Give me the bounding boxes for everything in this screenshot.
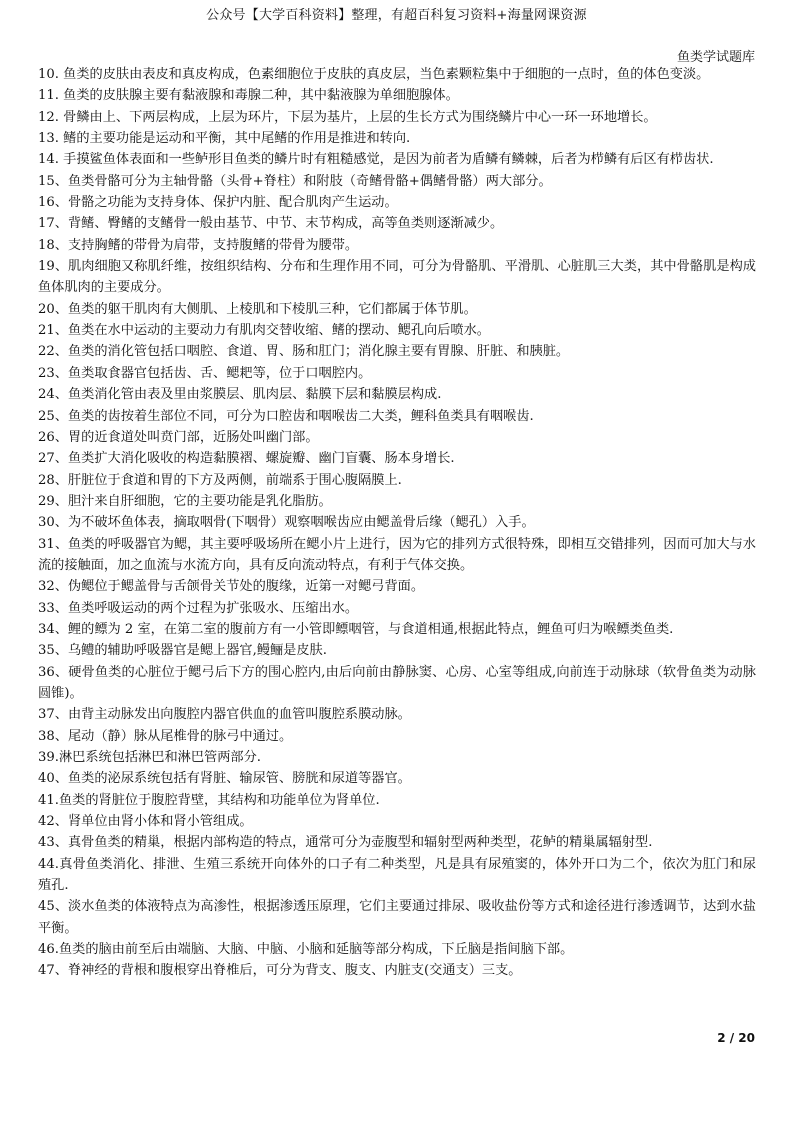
list-item: 37、由背主动脉发出向腹腔内器官供血的血管叫腹腔系膜动脉。 xyxy=(38,707,411,723)
list-item: 24、鱼类消化管由表及里由浆膜层、肌肉层、黏膜下层和黏膜层构成. xyxy=(38,387,442,403)
document-title: 鱼类学试题库 xyxy=(676,50,755,65)
list-item: 26、胃的近食道处叫贲门部，近肠处叫幽门部。 xyxy=(38,429,319,445)
list-item: 14. 手摸鲨鱼体表面和一些鲈形目鱼类的鳞片时有粗糙感觉，是因为前者为盾鳞有鳞棘，后者为栉鳞有后区有栉齿状. xyxy=(38,152,714,168)
list-item: 10. 鱼类的皮肤由表皮和真皮构成，色素细胞位于皮肤的真皮层，当色素颗粒集中于细胞的一点时，鱼的体色变淡。 xyxy=(38,67,710,82)
list-item: 13. 鳍的主要功能是运动和平衡，其中尾鳍的作用是推进和转向. xyxy=(38,131,411,147)
list-item: 47、脊神经的背根和腹根穿出脊椎后，可分为背支、腹支、内脏支(交通支）三支。 xyxy=(38,963,522,979)
list-item: 15、鱼类骨骼可分为主轴骨骼（头骨+脊柱）和附肢（奇鳍骨骼+偶鳍骨骼）两大部分。 xyxy=(38,173,552,189)
list-item: 41.鱼类的肾脏位于腹腔背壁，其结构和功能单位为肾单位. xyxy=(38,792,380,808)
list-item: 30、为不破坏鱼体表，摘取咽骨(下咽骨）观察咽喉齿应由鳃盖骨后缘（鳃孔）入手。 xyxy=(38,515,535,531)
question-list xyxy=(38,64,756,982)
list-item: 19、肌肉细胞又称肌纤维，按组织结构、分布和生理作用不同，可分为骨骼肌、平滑肌、心脏肌三大类，其中骨骼肌是构成鱼体肌肉的主要成分。 xyxy=(38,259,756,296)
page-number: 2 / 20 xyxy=(717,1031,755,1045)
list-item: 16、骨骼之功能为支持身体、保护内脏、配合肌肉产生运动。 xyxy=(38,195,398,211)
list-item: 11. 鱼类的皮肤腺主要有黏液腺和毒腺二种，其中黏液腺为单细胞腺体。 xyxy=(38,88,459,104)
list-item: 34、鲤的鳔为 2 室，在第二室的腹前方有一小管即鳔咽管，与食道相通,根据此特点，鲤鱼可归为喉鳔类鱼类. xyxy=(38,621,674,637)
list-item: 22、鱼类的消化管包括口咽腔、食道、胃、肠和肛门；消化腺主要有胃腺、肝脏、和胰脏。 xyxy=(38,344,570,360)
list-item: 39.淋巴系统包括淋巴和淋巴管两部分. xyxy=(38,750,261,765)
list-item: 12. 骨鳞由上、下两层构成，上层为环片，下层为基片，上层的生长方式为围绕鳞片中心一环一环地增长。 xyxy=(38,109,657,125)
list-item: 18、支持胸鳍的带骨为肩带，支持腹鳍的带骨为腰带。 xyxy=(38,237,359,253)
list-item: 40、鱼类的泌尿系统包括有肾脏、输尿管、膀胱和尿道等器官。 xyxy=(38,771,411,787)
list-item: 42、肾单位由肾小体和肾小管组成。 xyxy=(38,814,253,830)
top-banner: 公众号【大学百科资料】整理，有超百科复习资料+海量网课资源 xyxy=(206,8,587,23)
list-item: 36、硬骨鱼类的心脏位于鳃弓后下方的围心腔内,由后向前由静脉窦、心房、心室等组成,向前连于动脉球（软骨鱼类为动脉圆锥)。 xyxy=(38,664,756,701)
list-item: 23、鱼类取食器官包括齿、舌、鳃耙等，位于口咽腔内。 xyxy=(38,365,372,381)
list-item: 33、鱼类呼吸运动的两个过程为扩张吸水、压缩出水。 xyxy=(38,600,359,616)
list-item: 35、乌鳢的辅助呼吸器官是鳃上器官,鳗鲡是皮肤. xyxy=(38,643,327,659)
list-item: 29、胆汁来自肝细胞，它的主要功能是乳化脂肪。 xyxy=(38,493,332,509)
list-item: 17、背鳍、臀鳍的支鳍骨一般由基节、中节、末节构成，高等鱼类则逐渐减少。 xyxy=(38,216,504,232)
list-item: 20、鱼类的躯干肌肉有大侧肌、上棱肌和下棱肌三种，它们都属于体节肌。 xyxy=(38,301,477,317)
list-item: 32、伪鳃位于鳃盖骨与舌颌骨关节处的腹缘，近第一对鳃弓背面。 xyxy=(38,579,425,595)
list-item: 21、鱼类在水中运动的主要动力有肌肉交替收缩、鳍的摆动、鳃孔向后喷水。 xyxy=(38,323,490,339)
list-item: 38、尾动（静）脉从尾椎骨的脉弓中通过。 xyxy=(38,728,293,744)
list-item: 27、鱼类扩大消化吸收的构造黏膜褶、螺旋瓣、幽门盲囊、肠本身增长. xyxy=(38,451,455,467)
list-item: 31、鱼类的呼吸器官为鳃，其主要呼吸场所在鳃小片上进行，因为它的排列方式很特殊，即相互交错排列，因而可加大与水流的接触面，加之血流与水流方向，具有反向流动特点，有利于气体交换。 xyxy=(38,536,756,573)
list-item: 28、肝脏位于食道和胃的下方及两侧，前端系于围心腹隔膜上. xyxy=(38,472,402,488)
list-item: 44.真骨鱼类消化、排泄、生殖三系统开向体外的口子有二种类型，凡是具有尿殖窦的，体外开口为二个，依次为肛门和尿殖孔. xyxy=(38,856,756,894)
list-item: 46.鱼类的脑由前至后由端脑、大脑、中脑、小脑和延脑等部分构成，下丘脑是指间脑下部。 xyxy=(38,942,574,958)
list-item: 25、鱼类的齿按着生部位不同，可分为口腔齿和咽喉齿二大类，鲤科鱼类具有咽喉齿. xyxy=(38,408,534,424)
list-item: 45、淡水鱼类的体液特点为高渗性，根据渗透压原理，它们主要通过排尿、吸收盐份等方式和途径进行渗透调节，达到水盐平衡。 xyxy=(38,899,756,936)
list-item: 43、真骨鱼类的精巢，根据内部构造的特点，通常可分为壶腹型和辐射型两种类型，花鲈的精巢属辐射型. xyxy=(38,835,653,851)
